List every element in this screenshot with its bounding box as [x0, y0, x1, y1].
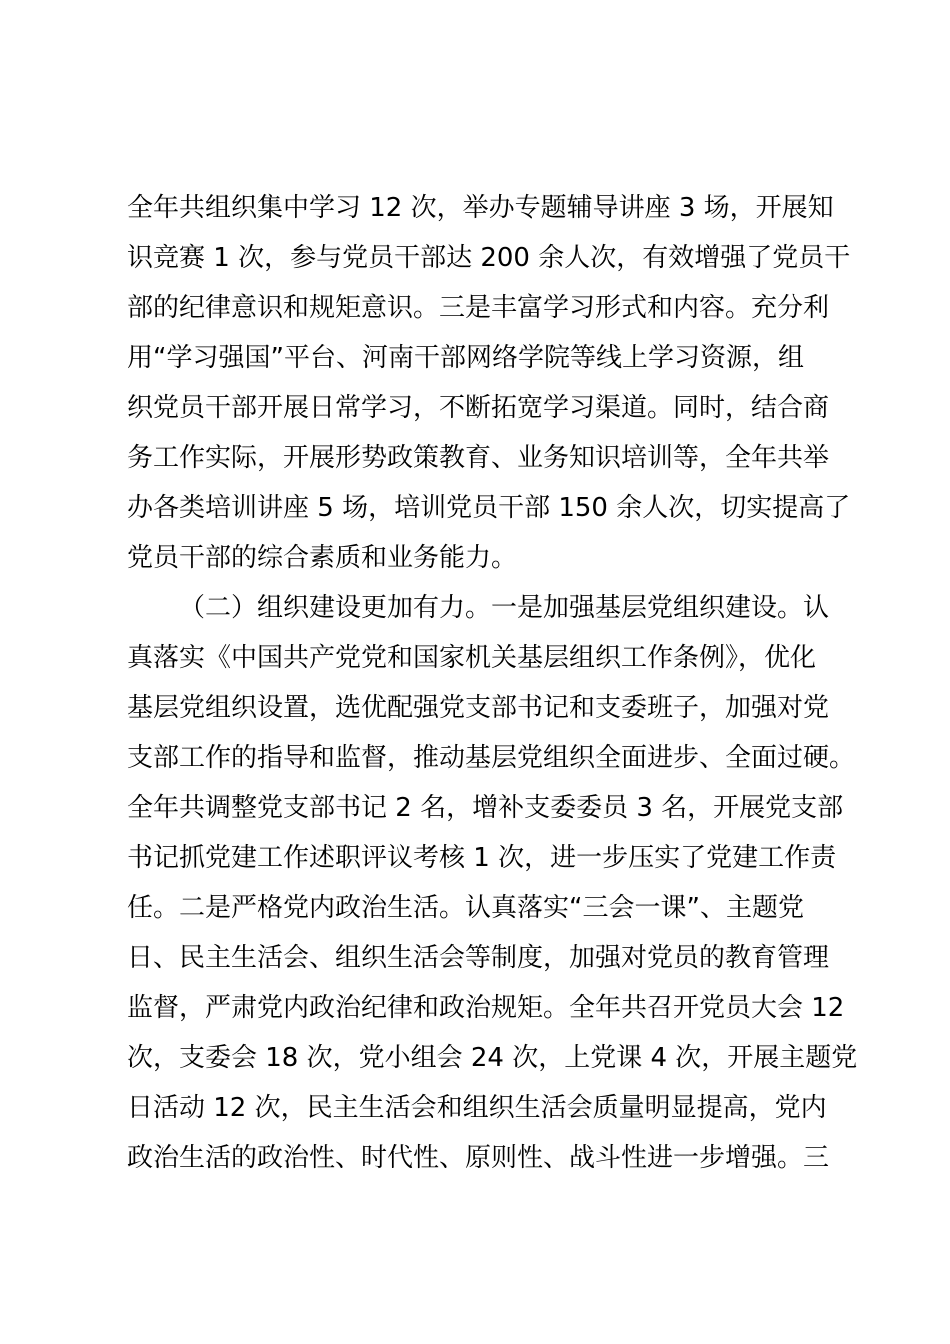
text-line: 真落实《中国共产党党和国家机关基层组织工作条例》，优化 [127, 643, 817, 673]
text-line: 务工作实际，开展形势政策教育、业务知识培训等，全年共举 [127, 443, 830, 473]
text-line: 书记抓党建工作述职评议考核 1 次，进一步压实了党建工作责 [127, 843, 837, 873]
text-line: 全年共组织集中学习 12 次，举办专题辅导讲座 3 场，开展知 [127, 193, 834, 223]
text-line: 全年共调整党支部书记 2 名，增补支委委员 3 名，开展党支部 [127, 793, 844, 823]
text-line: 政治生活的政治性、时代性、原则性、战斗性进一步增强。三 [127, 1143, 830, 1173]
text-line: 部的纪律意识和规矩意识。三是丰富学习形式和内容。充分利 [127, 293, 830, 323]
document-body [127, 183, 858, 1183]
text-line: 办各类培训讲座 5 场，培训党员干部 150 余人次，切实提高了 [127, 493, 851, 523]
text-line: 织党员干部开展日常学习，不断拓宽学习渠道。同时，结合商 [127, 393, 830, 423]
text-line: 支部工作的指导和监督，推动基层党组织全面进步、全面过硬。 [127, 743, 856, 773]
text-line: 任。二是严格党内政治生活。认真落实“三会一课”、主题党 [127, 893, 804, 923]
text-line: 用“学习强国”平台、河南干部网络学院等线上学习资源，组 [127, 343, 804, 373]
text-line: 监督，严肃党内政治纪律和政治规矩。全年共召开党员大会 12 [127, 993, 845, 1023]
section-heading-line: （二）组织建设更加有力。一是加强基层党组织建设。认 [179, 593, 830, 623]
text-line: 识竞赛 1 次，参与党员干部达 200 余人次，有效增强了党员干 [127, 243, 851, 273]
text-line: 党员干部的综合素质和业务能力。 [127, 543, 518, 573]
text-line: 日活动 12 次，民主生活会和组织生活会质量明显提高，党内 [127, 1093, 827, 1123]
text-line: 次，支委会 18 次，党小组会 24 次，上党课 4 次，开展主题党 [127, 1043, 858, 1073]
text-line: 基层党组织设置，选优配强党支部书记和支委班子，加强对党 [127, 693, 830, 723]
text-line: 日、民主生活会、组织生活会等制度，加强对党员的教育管理 [127, 943, 830, 973]
